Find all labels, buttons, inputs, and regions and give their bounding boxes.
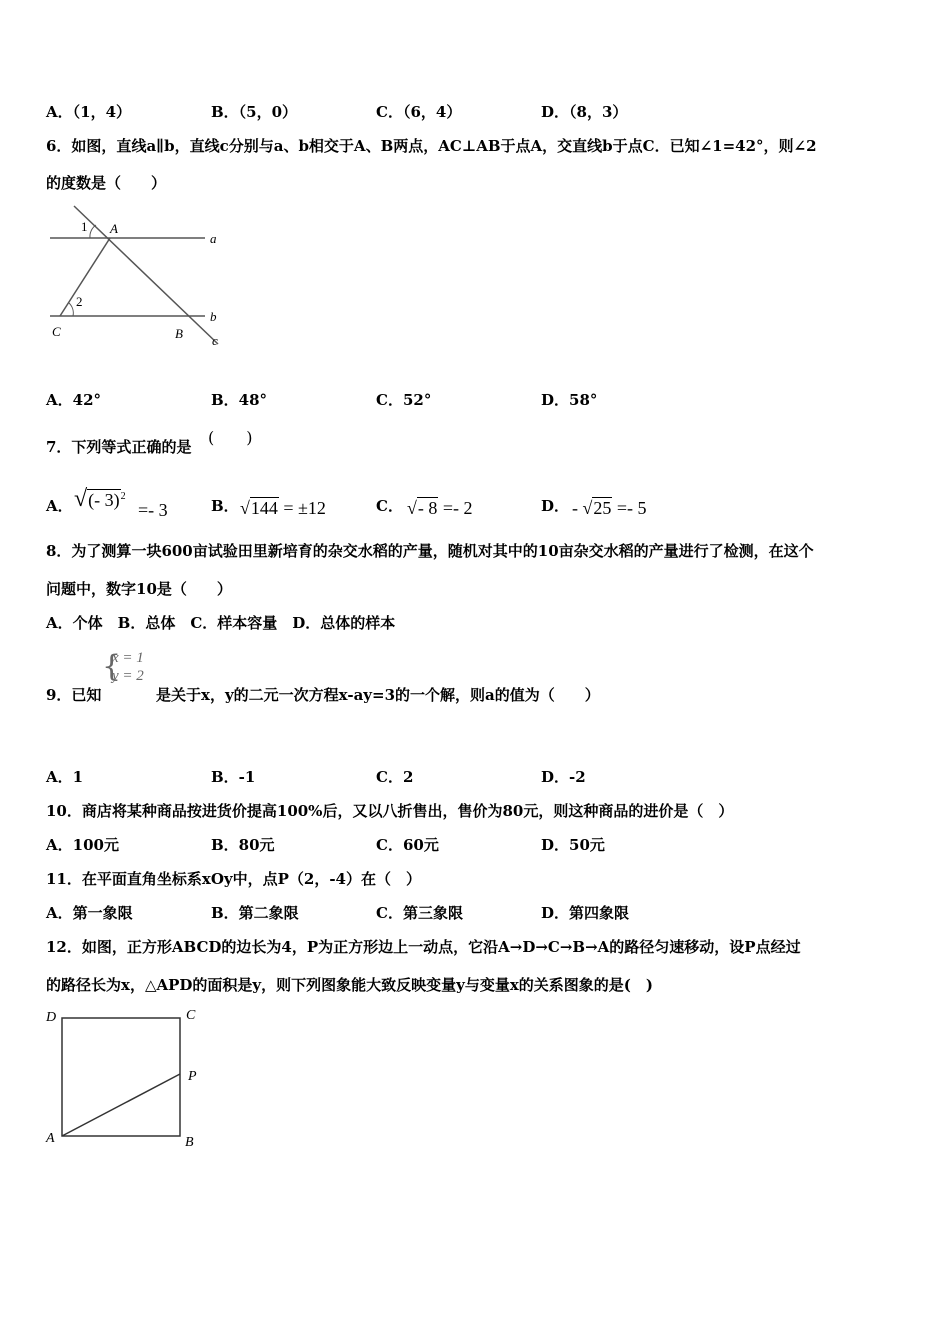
q7-option-d-expression <box>572 498 647 519</box>
q9-stem-prefix: 9．已知 <box>46 686 102 704</box>
q8-options: A．个体 B．总体 C．样本容量 D．总体的样本 <box>46 614 396 632</box>
label-angle-1: 1 <box>81 219 88 234</box>
q11-stem: 11．在平面直角坐标系xOy中，点P（2，-4）在（ ） <box>46 870 421 888</box>
q9-equation-1: x = 1 <box>112 650 144 666</box>
q11-option-d: D．第四象限 <box>541 904 630 922</box>
q7-c-rhs: =- 2 <box>442 498 473 518</box>
q9-equation-system <box>102 648 156 688</box>
label-line-c: c <box>212 333 218 348</box>
q9-option-b: B．-1 <box>211 768 256 786</box>
q7-d-radicand: 25 <box>593 498 612 518</box>
q7-d-prefix: - <box>572 498 578 518</box>
q11-option-a: A．第一象限 <box>46 904 133 922</box>
q6-stem-line1: 6．如图，直线a∥b，直线c分别与a、b相交于A、B两点，AC⊥AB于点A，交直线b于点C．已知∠1=42°，则∠2 <box>46 137 817 155</box>
angle-2-arc <box>69 303 73 316</box>
sqrt-icon: √ <box>582 498 593 518</box>
label-point-c: C <box>186 1008 196 1023</box>
brace-icon: { <box>102 649 122 684</box>
q9-option-c: C．2 <box>376 768 414 786</box>
q7-stem: 7．下列等式正确的是 <box>46 438 192 456</box>
label-point-b: B <box>185 1135 194 1150</box>
q7-b-rhs: = ±12 <box>283 498 326 518</box>
q5-option-a: A．（1，4） <box>46 103 132 121</box>
q10-option-a: A．100元 <box>46 836 119 854</box>
label-line-a: a <box>210 231 217 246</box>
q9-option-d: D．-2 <box>541 768 586 786</box>
q7-b-radicand: 144 <box>250 498 278 518</box>
q7-option-c-expression <box>407 498 473 519</box>
q7-option-b-label: B． <box>211 497 239 515</box>
label-angle-2: 2 <box>76 294 83 309</box>
q12-stem-line1: 12．如图，正方形ABCD的边长为4，P为正方形边上一动点，它沿A→D→C→B→A的路径匀速移动，设P点经过 <box>46 938 801 956</box>
q5-option-c: C．（6，4） <box>376 103 462 121</box>
square-abcd <box>62 1018 180 1136</box>
q7-a-rhs: =- 3 <box>138 500 168 520</box>
segment-ap <box>62 1074 180 1136</box>
q12-stem-line2: 的路径长为x，△APD的面积是y，则下列图象能大致反映变量y与变量x的关系图象的是( ) <box>46 976 653 994</box>
q7-option-a-label: A． <box>46 497 73 515</box>
q7-option-d-label: D． <box>541 497 570 515</box>
line-c <box>74 206 218 344</box>
label-point-p: P <box>188 1069 197 1084</box>
q9-equation-2: y = 2 <box>112 668 144 684</box>
q7-c-radicand: - 8 <box>417 498 438 518</box>
q6-option-d: D．58° <box>541 391 598 409</box>
q6-option-c: C．52° <box>376 391 432 409</box>
q9-stem-suffix: 是关于x，y的二元一次方程x-ay=3的一个解，则a的值为（ ） <box>156 686 600 704</box>
q11-option-c: C．第三象限 <box>376 904 463 922</box>
label-point-d: D <box>46 1010 57 1025</box>
q7-a-radicand: (- 3) <box>88 490 120 510</box>
label-line-b: b <box>210 309 217 324</box>
q7-d-rhs: =- 5 <box>616 498 647 518</box>
line-ac <box>60 238 110 316</box>
q7-option-c-label: C． <box>376 497 403 515</box>
q11-option-b: B．第二象限 <box>211 904 299 922</box>
q7-a-exponent: 2 <box>120 491 126 502</box>
q6-stem-line2: 的度数是（ ） <box>46 174 167 192</box>
sqrt-icon: √ <box>74 486 88 512</box>
q5-option-d: D．（8，3） <box>541 103 628 121</box>
q7-option-a-expression <box>74 486 126 513</box>
label-point-c: C <box>52 324 61 339</box>
q7-option-b-expression <box>240 498 326 519</box>
q8-stem-line1: 8．为了测算一块600亩试验田里新培育的杂交水稻的产量，随机对其中的10亩杂交水稻的产量进行了检测，在这个 <box>46 542 814 560</box>
q7-answer-paren: ( ) <box>208 428 253 447</box>
q6-parallel-lines-figure <box>40 200 230 350</box>
q10-option-d: D．50元 <box>541 836 605 854</box>
q9-option-a: A．1 <box>46 768 84 786</box>
q10-option-c: C．60元 <box>376 836 439 854</box>
q6-option-a: A．42° <box>46 391 102 409</box>
label-point-a: A <box>110 221 118 236</box>
q5-option-b: B．（5，0） <box>211 103 298 121</box>
sqrt-icon: √ <box>407 498 417 518</box>
q10-option-b: B．80元 <box>211 836 275 854</box>
q10-stem: 10．商店将某种商品按进货价提高100%后，又以八折售出，售价为80元，则这种商品的进价是（ ） <box>46 802 734 820</box>
label-point-b: B <box>175 326 183 341</box>
q8-stem-line2: 问题中，数字10是（ ） <box>46 580 232 598</box>
sqrt-icon: √ <box>240 498 250 518</box>
q6-option-b: B．48° <box>211 391 268 409</box>
label-point-a: A <box>46 1131 55 1146</box>
q12-square-figure <box>40 1002 210 1152</box>
